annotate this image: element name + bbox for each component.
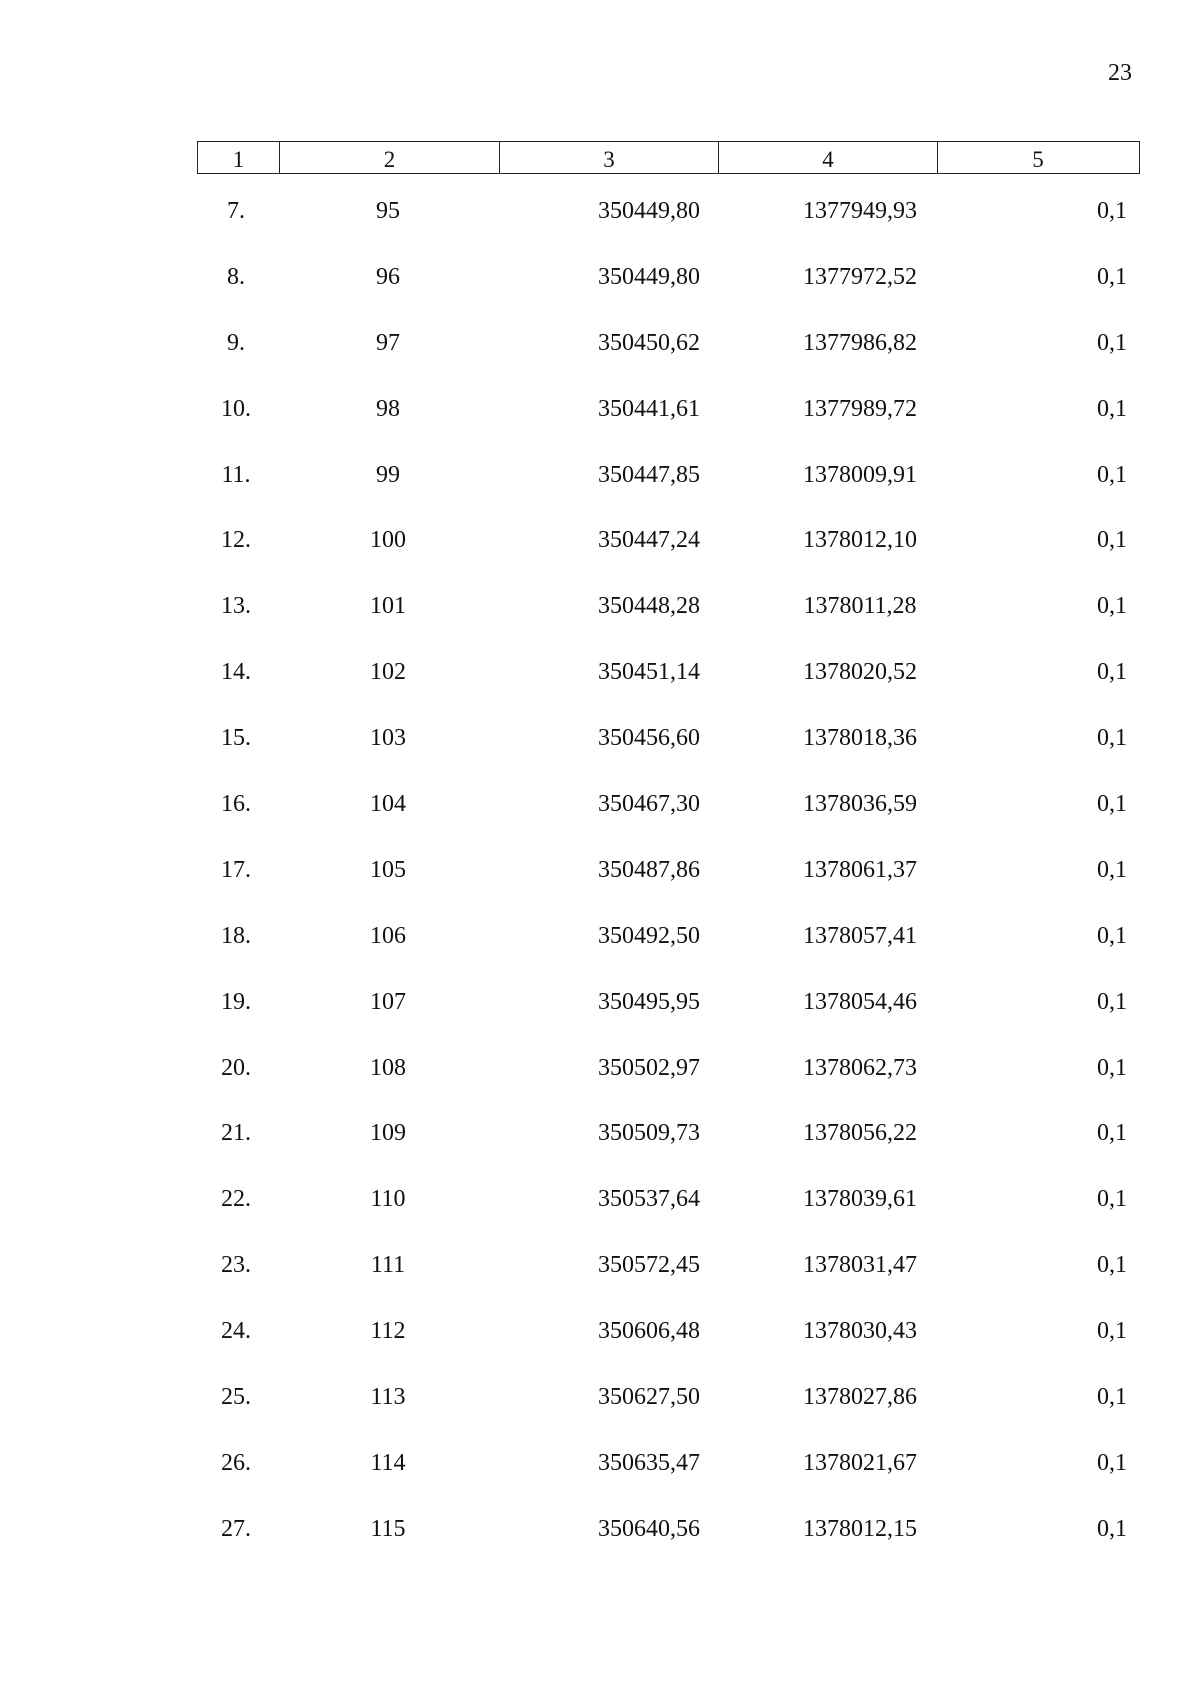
accuracy-value: 0,1 xyxy=(1097,593,1127,620)
table-row xyxy=(0,583,1200,649)
point-number: 98 xyxy=(376,395,400,422)
accuracy-value: 0,1 xyxy=(1097,395,1127,422)
accuracy-value: 0,1 xyxy=(1097,1384,1127,1411)
accuracy-value: 0,1 xyxy=(1097,659,1127,686)
header-cell-5: 5 xyxy=(1032,147,1044,172)
coordinate-y: 1378057,41 xyxy=(803,922,917,949)
row-number: 23. xyxy=(221,1252,251,1279)
coordinate-x: 350447,24 xyxy=(598,527,700,554)
table-body xyxy=(0,188,1200,1572)
coordinate-y: 1377949,93 xyxy=(803,198,917,224)
table-row xyxy=(0,913,1200,979)
table-header xyxy=(197,141,1140,174)
table-row xyxy=(0,1440,1200,1506)
coordinate-x: 350495,95 xyxy=(598,988,700,1015)
table-row xyxy=(0,1374,1200,1440)
coordinate-y: 1378011,28 xyxy=(803,593,917,620)
table-row xyxy=(0,649,1200,715)
coordinate-y: 1378054,46 xyxy=(803,988,917,1015)
accuracy-value: 0,1 xyxy=(1097,725,1127,752)
coordinate-x: 350492,50 xyxy=(598,922,700,949)
accuracy-value: 0,1 xyxy=(1097,1318,1127,1345)
point-number: 103 xyxy=(370,725,406,752)
table-row xyxy=(0,847,1200,913)
table-row xyxy=(0,1308,1200,1374)
coordinate-x: 350627,50 xyxy=(598,1384,700,1411)
accuracy-value: 0,1 xyxy=(1097,922,1127,949)
coordinate-y: 1377972,52 xyxy=(803,263,917,290)
row-number: 24. xyxy=(221,1318,251,1345)
coordinate-x: 350456,60 xyxy=(598,725,700,752)
coordinate-x: 350451,14 xyxy=(598,659,700,686)
coordinate-y: 1378056,22 xyxy=(803,1120,917,1147)
accuracy-value: 0,1 xyxy=(1097,791,1127,818)
accuracy-value: 0,1 xyxy=(1097,1054,1127,1081)
coordinate-x: 350447,85 xyxy=(598,461,700,488)
accuracy-value: 0,1 xyxy=(1097,263,1127,290)
coordinate-y: 1378039,61 xyxy=(803,1186,917,1213)
coordinate-y: 1378020,52 xyxy=(803,659,917,686)
accuracy-value: 0,1 xyxy=(1097,1252,1127,1279)
coordinate-y: 1377989,72 xyxy=(803,395,917,422)
accuracy-value: 0,1 xyxy=(1097,527,1127,554)
table-row xyxy=(0,715,1200,781)
accuracy-value: 0,1 xyxy=(1097,329,1127,356)
point-number: 101 xyxy=(370,593,406,620)
coordinate-y: 1378036,59 xyxy=(803,791,917,818)
table-row xyxy=(0,1242,1200,1308)
table-row xyxy=(0,188,1200,254)
row-number: 26. xyxy=(221,1449,251,1476)
point-number: 100 xyxy=(370,527,406,554)
row-number: 15. xyxy=(221,725,251,752)
coordinate-x: 350441,61 xyxy=(598,395,700,422)
table-row xyxy=(0,1506,1200,1572)
coordinate-x: 350537,64 xyxy=(598,1186,700,1213)
coordinate-x: 350606,48 xyxy=(598,1318,700,1345)
coordinate-x: 350635,47 xyxy=(598,1449,700,1476)
header-cell-1: 1 xyxy=(198,142,280,173)
page-number: 23 xyxy=(1108,60,1132,86)
row-number: 25. xyxy=(221,1384,251,1411)
header-cell-3: 3 xyxy=(500,142,719,173)
coordinate-y: 1378018,36 xyxy=(803,725,917,752)
row-number: 13. xyxy=(221,593,251,620)
point-number: 102 xyxy=(370,659,406,686)
row-number: 9. xyxy=(227,329,245,356)
coordinate-y: 1378009,91 xyxy=(803,461,917,488)
header-cell-2: 2 xyxy=(280,142,500,173)
coordinate-y: 1378021,67 xyxy=(803,1449,917,1476)
coordinate-y: 1378012,15 xyxy=(803,1515,917,1542)
coordinate-x: 350487,86 xyxy=(598,856,700,883)
accuracy-value: 0,1 xyxy=(1097,856,1127,883)
coordinate-x: 350450,62 xyxy=(598,329,700,356)
table-row xyxy=(0,1176,1200,1242)
point-number: 115 xyxy=(370,1515,406,1542)
point-number: 112 xyxy=(370,1318,406,1345)
point-number: 105 xyxy=(370,856,406,883)
table-row xyxy=(0,781,1200,847)
coordinate-y: 1378027,86 xyxy=(803,1384,917,1411)
coordinate-y: 1378061,37 xyxy=(803,856,917,883)
row-number: 27. xyxy=(221,1515,251,1542)
coordinate-x: 350509,73 xyxy=(598,1120,700,1147)
accuracy-value: 0,1 xyxy=(1097,198,1127,224)
accuracy-value: 0,1 xyxy=(1097,1449,1127,1476)
row-number: 22. xyxy=(221,1186,251,1213)
coordinate-x: 350449,80 xyxy=(598,198,700,224)
header-cell-4: 4 xyxy=(719,142,938,173)
row-number: 11. xyxy=(221,461,251,488)
point-number: 106 xyxy=(370,922,406,949)
point-number: 110 xyxy=(370,1186,406,1213)
row-number: 16. xyxy=(221,791,251,818)
row-number: 7. xyxy=(227,198,245,224)
accuracy-value: 0,1 xyxy=(1097,1515,1127,1542)
coordinate-x: 350467,30 xyxy=(598,791,700,818)
table-row xyxy=(0,452,1200,518)
table-row xyxy=(0,1110,1200,1176)
table-row xyxy=(0,517,1200,583)
point-number: 108 xyxy=(370,1054,406,1081)
accuracy-value: 0,1 xyxy=(1097,988,1127,1015)
accuracy-value: 0,1 xyxy=(1097,461,1127,488)
coordinate-x: 350449,80 xyxy=(598,263,700,290)
row-number: 21. xyxy=(221,1120,251,1147)
point-number: 97 xyxy=(376,329,400,356)
table-row xyxy=(0,254,1200,320)
table-row xyxy=(0,979,1200,1045)
coordinate-y: 1378031,47 xyxy=(803,1252,917,1279)
table-row xyxy=(0,320,1200,386)
row-number: 12. xyxy=(221,527,251,554)
coordinate-y: 1378030,43 xyxy=(803,1318,917,1345)
point-number: 109 xyxy=(370,1120,406,1147)
point-number: 104 xyxy=(370,791,406,818)
coordinate-y: 1378062,73 xyxy=(803,1054,917,1081)
row-number: 17. xyxy=(221,856,251,883)
row-number: 20. xyxy=(221,1054,251,1081)
point-number: 111 xyxy=(370,1252,406,1279)
accuracy-value: 0,1 xyxy=(1097,1120,1127,1147)
point-number: 99 xyxy=(376,461,400,488)
row-number: 18. xyxy=(221,922,251,949)
point-number: 107 xyxy=(370,988,406,1015)
point-number: 113 xyxy=(370,1384,406,1411)
row-number: 14. xyxy=(221,659,251,686)
coordinate-y: 1378012,10 xyxy=(803,527,917,554)
row-number: 19. xyxy=(221,988,251,1015)
table-row xyxy=(0,386,1200,452)
point-number: 114 xyxy=(370,1449,406,1476)
point-number: 96 xyxy=(376,263,400,290)
coordinate-y: 1377986,82 xyxy=(803,329,917,356)
coordinate-x: 350448,28 xyxy=(598,593,700,620)
coordinate-x: 350640,56 xyxy=(598,1515,700,1542)
coordinate-x: 350502,97 xyxy=(598,1054,700,1081)
row-number: 10. xyxy=(221,395,251,422)
table-row xyxy=(0,1045,1200,1111)
point-number: 95 xyxy=(376,198,400,224)
accuracy-value: 0,1 xyxy=(1097,1186,1127,1213)
row-number: 8. xyxy=(227,263,245,290)
coordinate-x: 350572,45 xyxy=(598,1252,700,1279)
